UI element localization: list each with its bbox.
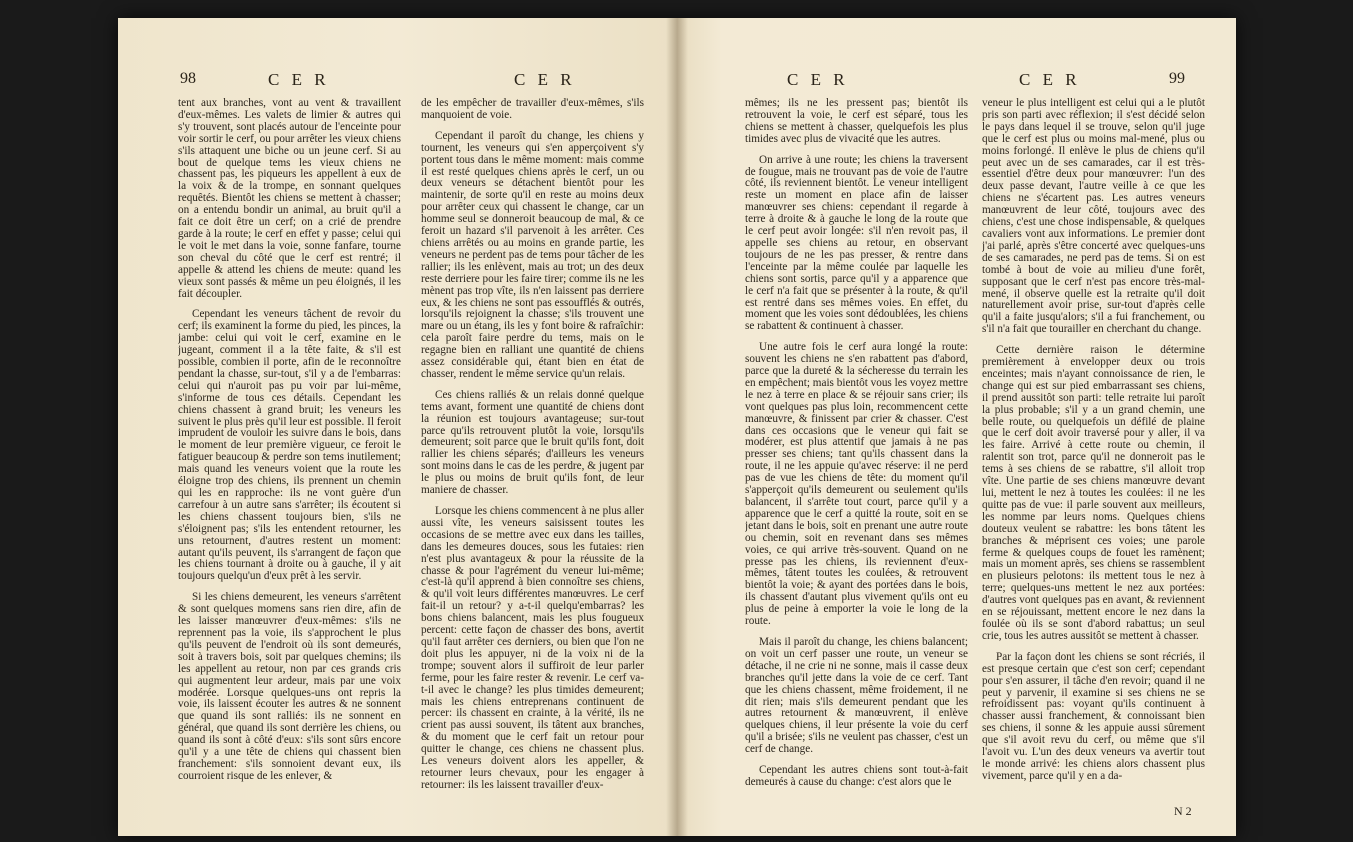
paragraph: Cependant il paroît du change, les chiens y tournent, les veneurs qui s'en apperçoivent s'y portent tous dans le même moment: mais comme il est resté quelques chiens après le cerf, un ou deux veneurs se détachent bientôt pour les maintenir, de sorte qu'il en reste au moins deux pour arrêter ceux qui chassent le change, car un homme seul se donneroit beaucoup de mal, & ce feroit un hazard s'il parvenoit à les arrêter. Ces chiens arrêtés ou au moins en grande partie, les veneurs ne perdent pas de tems pour tâcher de les rallier; ils les enlèvent, mais au trot; un des deux reste derriere pour les faire tirer; comme ils ne les mènent pas trop vîte, ils n'en laissent pas derriere eux, & les chiens ne sont pas essoufflés & outrés, lorsqu'ils rejoignent la chasse; s'ils trouvent une mare ou un étang, ils les y font boire & rafraîchir: cela paroît faire perdre du tems, mais on le regagne bien en ralliant une quantité de chiens assez considérable qui, étant bien en état de chasser, rendent le même service qu'un relais.: [421, 129, 644, 380]
paragraph: Par la façon dont les chiens se sont récriés, il est presque certain que c'est son cerf; cependant pour s'en assurer, il tâche d'en revoir; quand il ne peut y parvenir, il examine si ses chiens ne se refroidissent pas: voyant qu'ils continuent à chasser aussi franchement, & connoissant bien ses chiens, il sonne & les appuie aussi sûrement que s'il avoit revu du cerf, ou même que s'il l'avoit vu. L'un des deux veneurs va avertir tout le monde arrivé: les chiens alors chassent plus vivement, parce qu'il y en a da-: [982, 650, 1205, 782]
right-running-head-1: C E R: [787, 70, 849, 89]
right-running-head-2: C E R: [1019, 70, 1081, 89]
paragraph: Ces chiens ralliés & un relais donné quelque tems avant, forment une quantité de chiens dont la réunion est toujours avantageuse; sur-tout parce qu'ils retrouvent plutôt la voie, lorsqu'ils demeurent; soit parce que le bruit qu'ils font, doit rallier les chiens séparés; d'ailleurs les veneurs sont moins dans le cas de les perdre, & jugent par le plus ou moins de bruit qu'ils font, de leur maniere de chasser.: [421, 388, 644, 497]
left-column-2: [421, 98, 644, 798]
right-column-1: [745, 98, 968, 798]
book-gutter: [666, 18, 688, 836]
right-page: [677, 18, 1236, 836]
paragraph: On arrive à une route; les chiens la traversent de fougue, mais ne trouvant pas de voie de l'autre côté, ils reviennent bientôt. Le veneur intelligent reste un moment en place afin de laisser manœuvrer ses chiens: cependant il regarde à terre à droite & à gauche le long de la route que le cerf peut avoir longée: s'il n'en revoit pas, il appelle ses chiens au retour, en observant toujours de ne les pas presser, & rentre dans l'enceinte par la même coulée par laquelle les chiens sont sortis, parce qu'il y a apparence que le cerf n'a fait que se présenter à la route, & qu'il est rentré dans ses mêmes voies. En effet, du moment que les voies sont dédoublées, les chiens se rabattent & continuent à chasser.: [745, 153, 968, 333]
left-running-head-2: C E R: [514, 70, 576, 89]
paragraph: de les empêcher de travailler d'eux-mêmes, s'ils manquoient de voie.: [421, 98, 644, 121]
left-page-number: 98: [180, 70, 196, 87]
book-spread: [118, 18, 1236, 836]
signature-mark: N 2: [1174, 804, 1192, 818]
paragraph: Mais il paroît du change, les chiens balancent; on voit un cerf passer une route, un veneur se détache, il ne crie ni ne sonne, mais il casse deux branches qu'il jette dans la voie de ce cerf. Tant que les chiens chassent, même froidement, il ne dit rien; mais s'ils demeurent pendant que les autres retournent & manœuvrent, il enlève quelques chiens, il leur présente la voie du cerf qu'il a brisée; s'ils ne veulent pas chasser, c'est un cerf de change.: [745, 635, 968, 756]
left-running-head-1: C E R: [268, 70, 330, 89]
left-page: [118, 18, 677, 836]
right-page-header: [677, 70, 1236, 92]
left-column-1: [178, 98, 401, 798]
paragraph: mêmes; ils ne les pressent pas; bientôt ils retrouvent la voie, le cerf est séparé, tous les chiens se mettent à chasser, quelquefois les plus timides avec plus de vivacité que les autres.: [745, 98, 968, 145]
paragraph: Lorsque les chiens commencent à ne plus aller aussi vîte, les veneurs saisissent toutes les occasions de se mettre avec eux dans les tailles, dans les demeures douces, sous les futaies: rien n'est plus avantageux & pour la réussite de la chasse & pour l'agrément du veneur lui-même; c'est-là qu'il apprend à bien connoître ses chiens, & qu'il voit leurs différentes manœuvres. Le cerf fait-il un retour? y a-t-il quelqu'embarras? les bons chiens balancent, mais les plus fougueux percent: cette façon de chasser des bons, avertit qu'il faut arrêter ces derniers, ou bien que l'on ne doit plus les appuyer, ni de la voix ni de la trompe; souvent alors il suffiroit de leur parler ferme, pour les faire rester & revenir. Le cerf va-t-il avec le change? les plus timides demeurent; mais les chiens entreprenans continuent de percer: ils chassent en crainte, à la vérité, ils ne crient pas aussi souvent, ils tâtent aux branches, & du moment que le cerf fait un retour pour quitter le change, ces chiens ne chassent plus. Les veneurs doivent alors les appeller, & retourner leurs chevaux, pour les engager à retourner: ils les laissent travailler d'eux-: [421, 505, 644, 791]
paragraph: Une autre fois le cerf aura longé la route: souvent les chiens ne s'en rabattent pas d'abord, parce que la dureté & la sécheresse du terrain les en empêchent; mais bientôt vous les voyez mettre le nez à terre en place & se réjouir sans crier; ils vont quelques pas plus loin, recommencent cette manœuvre, & finissent par crier & chasser. C'est dans ces occasions que le veneur qui fait se modérer, est plus attentif que jamais à ne pas presser ses chiens; tant qu'ils chassent dans la route, il ne les appuie qu'avec réserve: il ne perd pas de vue les chiens de tête: du moment qu'il s'apperçoit qu'ils demeurent ou seulement qu'ils balancent, il s'arrête tout court, parce qu'il y a apparence que le cerf a quitté la route, soit en se jetant dans le bois, soit en prenant une autre route ou chemin, soit en revenant dans ses mêmes voies, ce qui arrive très-souvent. Quand on ne presse pas les chiens, ils reviennent d'eux-mêmes, tâtent toutes les coulées, & retrouvent bientôt la voie; & ayant des portées dans le bois, ils chassent d'autant plus vivement qu'ils ont eu plus de peine à emporter la voie le long de la route.: [745, 341, 968, 628]
paragraph: tent aux branches, vont au vent & travaillent d'eux-mêmes. Les valets de limier & autres qui s'y trouvent, sont placés autour de l'enceinte pour voir sortir le cerf, ou pour arrêter les vieux chiens s'ils attaquent une biche ou un jeune cerf. Si au bout de quelque tems les vieux chiens ne chassent pas, les piqueurs les appellent à eux de la voix & de la trompe, en sonnant quelques requêtés. Bientôt les chiens se mettent à chasser; on a entendu bondir un animal, au bruit qu'il a fait ce doit être un cerf; on a crié de prendre garde à la route; le cerf en effet y passe; celui qui le voit le met dans la voie, sonne fanfare, tourne son cheval du côté que le cerf est rentré; il appelle & attend les chiens de meute: quand les vieux sont passés & même un peu éloignés, il les fait découpler.: [178, 98, 401, 300]
paragraph: Cette dernière raison le détermine premièrement à envelopper deux ou trois enceintes; mais n'ayant connoissance de rien, le change qui est sur pied embarrassant ses chiens, il prend aussitôt son parti: telle retraite lui paroît la plus probable; s'il y a un grand chemin, une belle route, ou quelquefois un défilé de plaine que le cerf doit avoir traversé pour y aller, il va les faire. Arrivé à cette route ou chemin, il ralentit son trot, parce qu'il ne donneroit pas le tems à ses chiens de se rabattre, s'il alloit trop vîte. Une partie de ses chiens manœuvre devant lui, mettent le nez à toutes les coulées: il ne les quitte pas de vue: il parle souvent aux meilleurs, les nomme par leurs noms. Quelques chiens douteux veulent se rabattre: les bons tâtent les branches & méprisent ces voies; une parole ferme & quelques coups de fouet les ramènent; mais un moment après, ses chiens se rassemblent en plusieurs pelotons: ils mettent tous le nez à terre; quelques-uns mettent le nez aux portées: d'autres vont quelques pas en avant, & reviennent en se réjouissant, mettent encore le nez dans la foulée où ils se sont d'abord rabattus; un seul crie, tous les autres aussitôt se mettent à chasser.: [982, 344, 1205, 642]
paragraph: Cependant les veneurs tâchent de revoir du cerf; ils examinent la forme du pied, les pinces, la jambe: celui qui voit le cerf, examine en le jugeant, comment il a la tête faite, & s'il est possible, combien il porte, afin de le reconnoître pendant la chasse, sur-tout, s'il y a de l'embarras: celui qui n'auroit pas pu voir par lui-même, s'informe de tous ces détails. Cependant les chiens chassent à grand bruit; les veneurs les suivent le plus près qu'il leur est possible. Il feroit imprudent de vouloir les suivre dans le bois, dans le moment de leur première vigueur, ce feroit le fatiguer beaucoup & perdre son tems inutilement; mais quand les veneurs voient que la route les éloigne trop des chiens, ils prennent un chemin qui les en rapproche: ils ne vont guère d'un carrefour à un autre sans s'arrêter; ils écoutent si les chiens chassent toujours bien, s'ils ne s'éloignent pas; s'ils les entendent retourner, les uns retournent, d'autres restent un moment: autant qu'ils peuvent, ils s'arrangent de façon que les chiens tournant à droite ou à gauche, il y ait toujours quelqu'un d'eux prêt à les servir.: [178, 308, 401, 583]
paragraph: veneur le plus intelligent est celui qui a le plutôt pris son parti avec réflexion; il s'est décidé selon le pays dans lequel il se trouve, selon qu'il juge que le cerf est plus ou moins mal-mené, plus ou moins forlongé. Il enlève le plus de chiens qu'il peut avec un de ses camarades, car il est très-essentiel d'être deux pour manœuvrer: l'un des deux passe devant, l'autre veille à ce que les chiens ne s'écartent pas. Les autres veneurs manœuvrent de leur côté, toujours avec des chiens, c'est une chose indispensable, & quelques cavaliers vont aux informations. Le premier dont j'ai parlé, après s'être concerté avec quelques-uns de ses camarades, ne perd pas de tems. Si on est tombé à bout de voie au milieu d'une forêt, supposant que le cerf n'est pas encore très-mal-mené, il observe quelle est la retraite qu'il doit naturellement avoir prise, sur-tout d'après celle qu'il a faite jusqu'alors; s'il a fui franchement, ou s'il n'a fait que tourailler en cherchant du change.: [982, 98, 1205, 336]
right-column-2: [982, 98, 1205, 798]
paragraph: Cependant les autres chiens sont tout-à-fait demeurés à cause du change: c'est alors que le: [745, 764, 968, 788]
paragraph: Si les chiens demeurent, les veneurs s'arrêtent & sont quelques momens sans rien dire, afin de les laisser manœuvrer d'eux-mêmes: s'ils ne reprennent pas la voie, ils s'approchent le plus qu'ils peuvent de l'endroit où ils sont demeurés, soit à travers bois, soit par quelques chemins; ils les appellent au retour, non par ces grands cris qui augmentent leur ardeur, mais par une voix modérée. Lorsque quelques-uns ont repris la voie, ils laissent écouter les autres & ne sonnent que quand ils sont ralliés: ils ne sonnent en général, que quand ils sont derrière les chiens, ou quand ils sont à côté d'eux: s'ils sont sûrs encore qu'il y a une tête de chiens qui chassent bien franchement: s'ils sonnoient devant eux, ils courroient risque de les enlever, &: [178, 591, 401, 782]
right-page-number: 99: [1169, 70, 1185, 87]
left-page-header: [118, 70, 677, 92]
